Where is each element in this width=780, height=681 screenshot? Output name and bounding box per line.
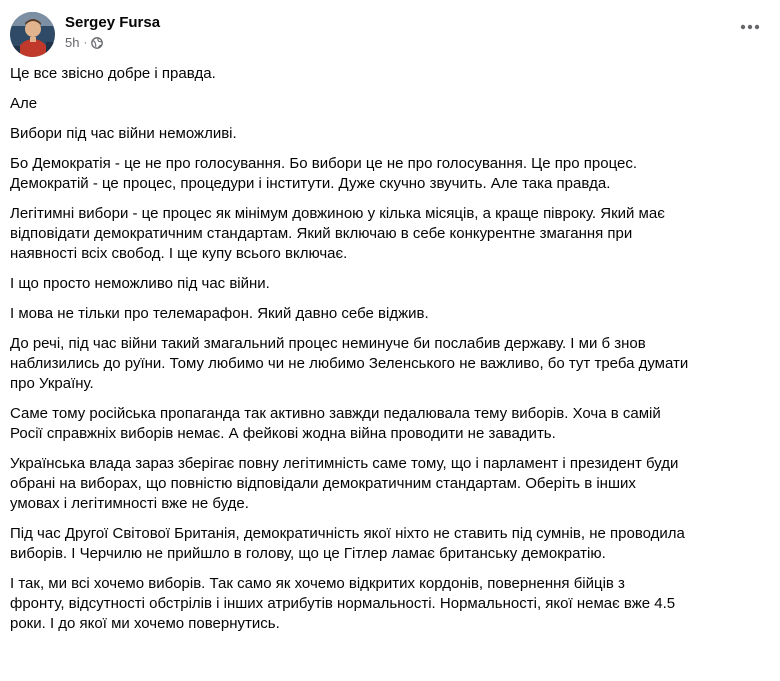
avatar[interactable]: [10, 12, 55, 57]
author-name[interactable]: Sergey Fursa: [65, 13, 161, 31]
post-paragraph: Але: [10, 95, 38, 112]
post-paragraph: Під час Другої Світової Британія, демократичність якої ніхто не ставить під сумнів, не проводила виборів. І Черчилю не прийшло в голову, що це Гітлер ламає британську демократію.: [10, 525, 685, 562]
avatar-image: [10, 12, 55, 57]
post-time[interactable]: 5h: [65, 34, 80, 50]
post-body: [10, 64, 770, 644]
post-meta: [65, 13, 161, 51]
post-paragraph: Українська влада зараз зберігає повну легітимність саме тому, що і парламент і президент буди обрані на виборах, що повністю відповідали демократичним стандартам. Оберіть в інших умовах і легітимності вже не буде.: [10, 455, 679, 512]
post-paragraph: І мова не тільки про телемарафон. Який давно себе віджив.: [10, 305, 429, 322]
post-paragraph: Бо Демократія - це не про голосування. Бо вибори це не про голосування. Це про процес. Демократій - це процес, процедури і інститути. Дуже скучно звучить. Але така правда.: [10, 155, 637, 192]
globe-icon[interactable]: [91, 37, 103, 49]
post-paragraph: Це все звісно добре і правда.: [10, 65, 216, 82]
more-options-icon[interactable]: [738, 20, 762, 34]
post-paragraph: Вибори під час війни неможливі.: [10, 125, 237, 142]
separator-dot: ·: [83, 36, 88, 49]
post-paragraph: І так, ми всі хочемо виборів. Так само як хочемо відкритих кордонів, повернення бійців з фронту, відсутності обстрілів і інших атрибутів нормальності. Нормальності, якої немає вже 4.5 роки. І до якої ми хочемо повернутись.: [10, 575, 676, 632]
post-paragraph: Саме тому російська пропаганда так активно завжди педалювала тему виборів. Хоча в самій Росії справжніх виборів немає. А фейкові жодна війна проводити не завадить.: [10, 405, 661, 442]
post-header: [10, 12, 160, 57]
post-paragraph: Легітимні вибори - це процес як мінімум довжиною у кілька місяців, а краще півроку. Який має відповідати демократичним стандартам. Який включаю в себе конкурентне змагання при наявності всіх свобод. І ще купу всього включає.: [10, 205, 665, 262]
post-paragraph: До речі, під час війни такий змагальний процес неминуче би послабив державу. І ми б знов наблизились до руїни. Тому любимо чи не любимо Зеленського не важливо, бо тут треба думати про Україну.: [10, 335, 689, 392]
post-paragraph: І що просто неможливо під час війни.: [10, 275, 270, 292]
post-subline: [65, 35, 160, 51]
